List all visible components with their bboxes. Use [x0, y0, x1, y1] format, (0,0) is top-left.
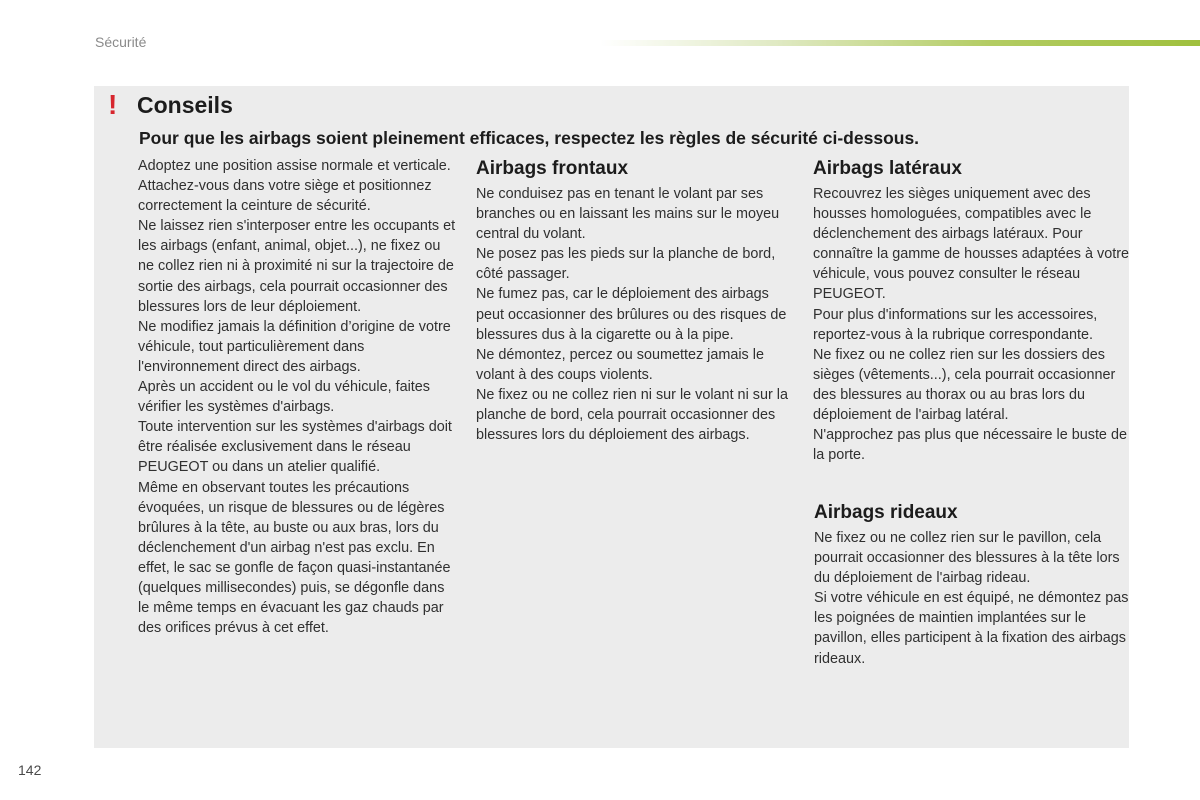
frontal-airbags-paragraph: Ne posez pas les pieds sur la planche de bord, côté passager. [476, 246, 776, 283]
general-advice-column [138, 156, 456, 638]
lateral-airbags-heading: Airbags latéraux [813, 158, 962, 179]
panel-subtitle: Pour que les airbags soient pleinement efficaces, respectez les règles de sécurité ci-dessous. [139, 128, 920, 148]
lateral-airbags-paragraph: Ne fixez ou ne collez rien sur les dossiers des sièges (vêtements...), cela pourrait occasionner des blessures au thorax ou au bras lors du déploiement de l'airbag latéral. [813, 346, 1116, 424]
section-title: Sécurité [95, 34, 147, 50]
frontal-airbags-paragraph: Ne conduisez pas en tenant le volant par ses branches ou en laissant les mains sur le moyeu central du volant. [476, 186, 780, 243]
lateral-airbags-paragraph: Recouvrez les sièges uniquement avec des housses homologuées, compatibles avec le déclenchement des airbags latéraux. Pour connaître la gamme de housses adaptées à votre véhicule, vous pouvez consulter le réseau PEUGEOT. [813, 186, 1129, 303]
lateral-airbags-paragraph: N'approchez pas plus que nécessaire le buste de la porte. [813, 427, 1127, 464]
header-accent-bar [600, 40, 1200, 46]
frontal-airbags-heading: Airbags frontaux [476, 158, 629, 179]
frontal-airbags-column [476, 156, 794, 445]
general-advice-paragraph: Toute intervention sur les systèmes d'airbags doit être réalisée exclusivement dans le réseau PEUGEOT ou dans un atelier qualifié. [138, 419, 452, 476]
curtain-airbags-paragraph: Si votre véhicule en est équipé, ne démontez pas les poignées de maintien implantées sur le pavillon, elles participent à la fixation des airbags rideaux. [814, 590, 1129, 667]
curtain-airbags-column [814, 500, 1132, 669]
panel-title: Conseils [137, 92, 233, 118]
curtain-airbags-heading: Airbags rideaux [814, 502, 958, 523]
general-advice-paragraph: Ne modifiez jamais la définition d’origine de votre véhicule, tout particulièrement dans l'environnement direct des airbags. [138, 318, 451, 375]
frontal-airbags-paragraph: Ne démontez, percez ou soumettez jamais le volant à des coups violents. [476, 346, 764, 383]
lateral-airbags-column [813, 156, 1131, 465]
general-advice-paragraph: Ne laissez rien s'interposer entre les occupants et les airbags (enfant, animal, objet...), ne fixez ou ne collez rien ni à proximité ni sur la trajectoire de sortie des airbags, cela pourrait occasionner des blessures lors de leur déploiement. [138, 218, 456, 315]
warning-icon: ! [108, 89, 118, 120]
lateral-airbags-paragraph: Pour plus d'informations sur les accessoires, reportez-vous à la rubrique correspondante. [813, 306, 1098, 343]
general-advice-paragraph: Même en observant toutes les précautions évoquées, un risque de blessures ou de légères brûlures à la tête, au buste ou aux bras, lors du déclenchement d'un airbag n'est pas exclu. En effet, le sac se gonfle de façon quasi-instantanée (quelques millisecondes) puis, se dégonfle dans le même temps en évacuant les gaz chauds par des orifices prévus à cet effet. [138, 479, 451, 637]
frontal-airbags-paragraph: Ne fixez ou ne collez rien ni sur le volant ni sur la planche de bord, cela pourrait occasionner des blessures lors du déploiement des airbags. [476, 386, 788, 444]
curtain-airbags-paragraph: Ne fixez ou ne collez rien sur le pavillon, cela pourrait occasionner des blessures à la tête lors du déploiement de l'airbag rideau. [814, 530, 1120, 587]
general-advice-paragraph: Adoptez une position assise normale et verticale. [138, 158, 451, 174]
page-number: 142 [18, 762, 42, 778]
general-advice-paragraph: Attachez-vous dans votre siège et positionnez correctement la ceinture de sécurité. [138, 178, 432, 215]
frontal-airbags-paragraph: Ne fumez pas, car le déploiement des airbags peut occasionner des brûlures ou des risques de blessures dus à la cigarette ou à la pipe. [476, 286, 787, 343]
general-advice-paragraph: Après un accident ou le vol du véhicule, faites vérifier les systèmes d'airbags. [138, 379, 430, 416]
